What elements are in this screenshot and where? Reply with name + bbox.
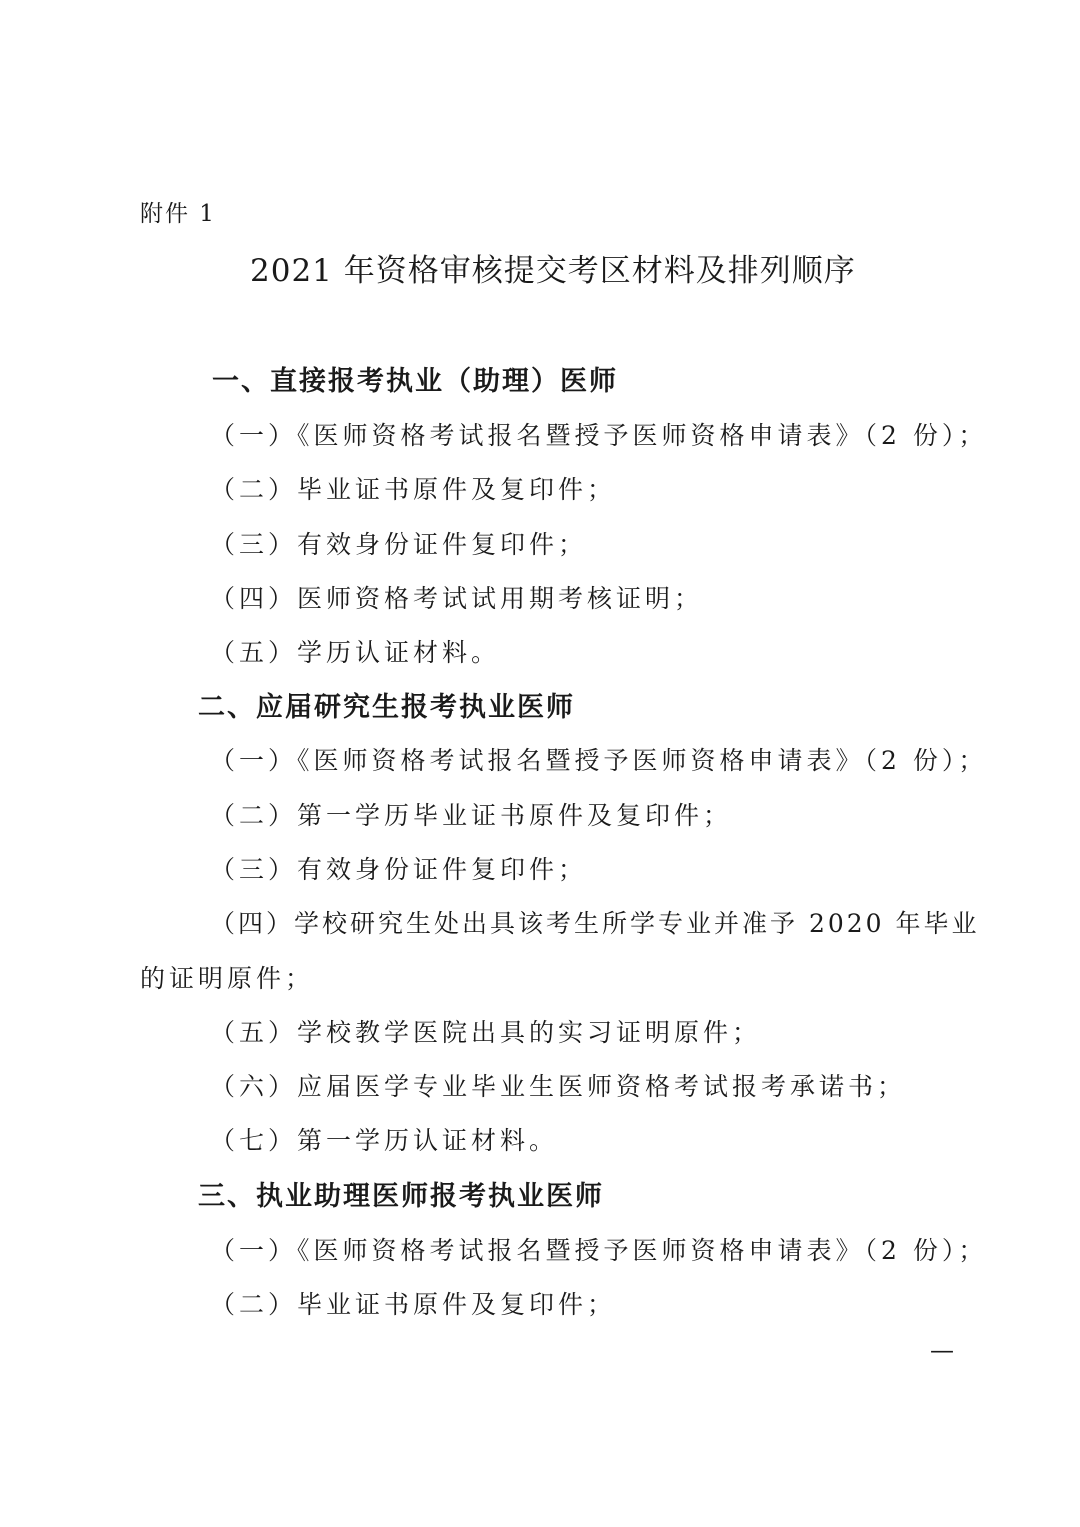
section-1-heading: 一、直接报考执业（助理）医师 [212, 366, 618, 397]
section-1-item-3: （三）有效身份证件复印件； [210, 530, 588, 559]
section-2-item-6: （六）应届医学专业毕业生医师资格考试报考承诺书； [210, 1072, 907, 1101]
section-1-item-5: （五）学历认证材料。 [210, 638, 501, 667]
page-continuation-marker: — [930, 1336, 954, 1364]
section-2-item-3: （三）有效身份证件复印件； [210, 855, 588, 884]
section-1-item-2: （二）毕业证书原件及复印件； [210, 475, 617, 504]
section-2-item-1: （一）《医师资格考试报名暨授予医师资格申请表》（2 份）； [210, 746, 988, 775]
section-1-item-1: （一）《医师资格考试报名暨授予医师资格申请表》（2 份）； [210, 421, 988, 450]
section-3-heading: 三、执业助理医师报考执业医师 [198, 1181, 604, 1212]
section-1-item-4: （四）医师资格考试试用期考核证明； [210, 584, 704, 613]
section-2-item-5: （五）学校教学医院出具的实习证明原件； [210, 1018, 762, 1047]
section-2-item-4: （四）学校研究生处出具该考生所学专业并准予 2020 年毕业 [210, 909, 980, 938]
section-3-item-1: （一）《医师资格考试报名暨授予医师资格申请表》（2 份）； [210, 1236, 988, 1265]
section-2-item-2: （二）第一学历毕业证书原件及复印件； [210, 801, 733, 830]
document-title: 2021 年资格审核提交考区材料及排列顺序 [250, 253, 856, 289]
section-3-item-2: （二）毕业证书原件及复印件； [210, 1290, 617, 1319]
attachment-label: 附件 1 [140, 201, 216, 227]
section-2-heading: 二、应届研究生报考执业医师 [198, 692, 575, 723]
section-2-item-7: （七）第一学历认证材料。 [210, 1126, 559, 1155]
section-2-item-4-continued: 的证明原件； [140, 964, 315, 993]
